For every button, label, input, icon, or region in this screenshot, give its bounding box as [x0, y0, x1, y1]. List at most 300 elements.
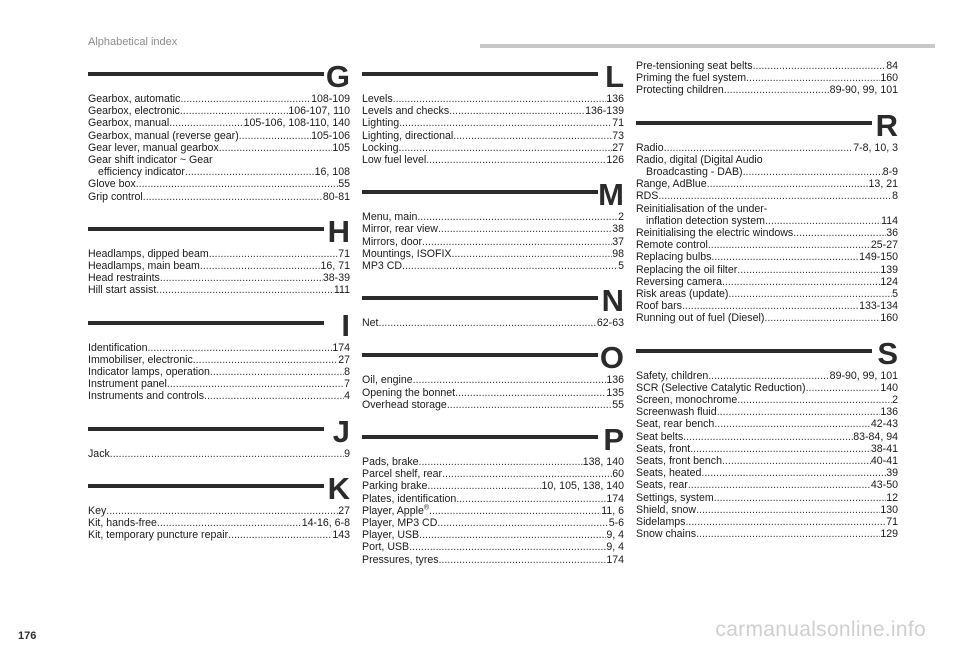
entry-label-text: Sidelamps: [636, 516, 686, 529]
index-section: [88, 60, 350, 203]
entry-pages: 27: [338, 353, 350, 366]
section-letter: K: [327, 470, 350, 506]
entry-pages: 89-90, 99, 101: [829, 369, 898, 382]
entry-label: [362, 456, 419, 468]
entry-label: [362, 541, 409, 553]
index-entry: [88, 448, 350, 460]
index-column-1: [88, 60, 350, 553]
entry-label: [636, 406, 717, 418]
entry-label-text: Key: [88, 504, 107, 517]
entry-label: Broadcasting - DAB): [646, 166, 743, 179]
index-entry: [362, 93, 624, 105]
index-section: [636, 60, 898, 97]
entry-label-text: Headlamps, dipped beam: [88, 247, 209, 260]
entry-pages: 106-107, 110: [288, 105, 350, 118]
entry-label: [636, 72, 746, 84]
entry-label: [636, 394, 737, 406]
section-letter: S: [877, 335, 898, 371]
entry-label-text: Immobiliser, electronic: [88, 353, 193, 366]
entry-label: [362, 236, 422, 248]
dot-leader: [239, 130, 311, 142]
entry-pages: 98: [612, 247, 624, 260]
index-entry: [636, 431, 898, 443]
index-entry: [636, 418, 898, 430]
dot-leader: [427, 480, 541, 492]
section-rule: [362, 296, 598, 300]
dot-leader: [429, 505, 601, 517]
index-entry: [636, 239, 898, 251]
entry-label-text: Running out of fuel (Diesel): [636, 312, 765, 325]
entry-pages: 7-8, 10, 3: [853, 141, 898, 154]
section-letter: J: [332, 413, 350, 449]
entry-label: Gear shift indicator ~ Gear: [88, 154, 213, 167]
entry-label: [362, 493, 456, 505]
entry-pages: 136-139: [585, 105, 624, 118]
section-header: [636, 337, 898, 370]
index-entry-continuation: [88, 166, 350, 178]
section-letter: P: [603, 422, 624, 458]
entry-pages: 62-63: [596, 317, 624, 330]
section-rule: [362, 353, 598, 357]
index-entry: [362, 387, 624, 399]
index-entry: [636, 394, 898, 406]
entry-label-text: Protecting children: [636, 84, 724, 97]
dot-leader: [696, 528, 880, 540]
dot-leader: [714, 492, 886, 504]
index-section: [362, 341, 624, 411]
entry-label-text: Mirrors, door: [362, 235, 423, 248]
index-entry: [636, 516, 898, 528]
entry-label: [362, 387, 455, 399]
entry-label: [88, 105, 180, 117]
entry-label-text: RDS: [636, 190, 659, 203]
dot-leader: [722, 455, 871, 467]
dot-leader: [456, 493, 606, 505]
entry-label: [362, 505, 429, 517]
dot-leader: [169, 117, 243, 129]
entry-label: [88, 378, 167, 390]
dot-leader: [455, 387, 606, 399]
section-rule: [636, 121, 872, 125]
entry-label: [636, 312, 764, 324]
entry-pages: 174: [332, 341, 350, 354]
index-entry: [362, 374, 624, 386]
entry-pages: 9: [344, 447, 350, 460]
entry-pages: 80-81: [322, 190, 350, 203]
section-letter: M: [598, 177, 624, 213]
entry-pages: 8-9: [882, 166, 898, 179]
entry-pages: 105-106: [311, 129, 350, 142]
entry-label: [362, 317, 379, 329]
index-entry: [88, 529, 350, 541]
index-entry: [88, 105, 350, 117]
entry-label: [88, 354, 193, 366]
entry-label-text: Menu, main: [362, 211, 418, 224]
entry-label-text: Pads, brake: [362, 456, 419, 469]
entry-label-text: Shield, snow: [636, 503, 697, 516]
index-entry: [362, 554, 624, 566]
entry-pages: 25-27: [870, 239, 898, 252]
entry-pages: 5: [618, 260, 624, 273]
entry-pages: 114: [881, 214, 898, 227]
entry-label-text: Jack: [88, 447, 110, 460]
index-entry: [362, 456, 624, 468]
dot-leader: [228, 529, 332, 541]
entry-label: [88, 342, 147, 354]
index-column-3: [636, 60, 898, 553]
entry-pages: 108-109: [311, 93, 350, 105]
entry-label: [636, 190, 658, 202]
entry-label: [88, 284, 156, 296]
entry-pages: 126: [606, 154, 624, 167]
index-entry-continuation: [636, 215, 898, 227]
entry-pages: 36: [886, 227, 898, 240]
entry-label-text: Hill start assist: [88, 284, 157, 297]
dot-leader: [708, 370, 829, 382]
dot-leader: [664, 142, 854, 154]
entry-label: [88, 178, 136, 190]
dot-leader: [449, 105, 585, 117]
entry-pages: 55: [612, 398, 624, 411]
index-entry-continuation: [636, 166, 898, 178]
index-entry: [362, 529, 624, 541]
entry-label-text: Pre-tensioning seat belts: [636, 60, 753, 72]
section-header: [362, 60, 624, 93]
dot-leader: [737, 264, 880, 276]
entry-pages: 129: [880, 528, 898, 541]
entry-label-text: Seat belts: [636, 430, 684, 443]
dot-leader: [743, 166, 883, 178]
entry-label: [362, 248, 452, 260]
entry-pages: 83-84, 94: [853, 430, 898, 443]
entry-pages: 12: [886, 491, 898, 504]
index-entry: [88, 284, 350, 296]
entry-pages: 139: [880, 263, 898, 276]
section-header: [362, 284, 624, 317]
entry-label-text: Net: [362, 317, 379, 330]
entry-label-text: Range, AdBlue: [636, 178, 707, 191]
page-header-title: Alphabetical index: [88, 36, 178, 48]
entry-pages: 105: [332, 141, 350, 154]
index-entry: [636, 443, 898, 455]
entry-pages: 138, 140: [582, 456, 624, 469]
section-header: [362, 423, 624, 456]
entry-label: [362, 260, 402, 272]
entry-label: [88, 366, 210, 378]
entry-label-text: Roof bars: [636, 300, 682, 313]
index-entry: [88, 517, 350, 529]
index-entry: [362, 130, 624, 142]
entry-label-text: Remote control: [636, 239, 708, 252]
entry-pages: 43-50: [870, 479, 898, 492]
entry-label-text: Head restraints: [88, 272, 160, 285]
index-entry: [362, 317, 624, 329]
entry-label-text: Levels: [362, 93, 393, 105]
entry-pages: 124: [880, 275, 898, 288]
dot-leader: [701, 467, 886, 479]
entry-pages: 14-16, 6-8: [301, 517, 350, 530]
entry-label: [362, 130, 453, 142]
entry-label-text: MP3 CD: [362, 260, 403, 273]
entry-pages: 73: [612, 129, 624, 142]
entry-label-text: Glove box: [88, 178, 136, 191]
index-entry: [88, 366, 350, 378]
entry-label-text: Low fuel level: [362, 154, 427, 167]
entry-label-text: Kit, hands-free: [88, 517, 157, 530]
entry-label: [636, 443, 690, 455]
entry-label-text: Priming the fuel system: [636, 72, 747, 85]
entry-pages: 130: [880, 503, 898, 516]
entry-label: [636, 264, 737, 276]
watermark: carmanualsonline.info: [715, 618, 926, 641]
entry-label: [88, 529, 228, 541]
index-entry: [88, 154, 350, 166]
dot-leader: [793, 227, 886, 239]
entry-pages: 160: [880, 72, 898, 85]
entry-label: [636, 467, 701, 479]
section-rule: [88, 427, 324, 431]
index-entry: [636, 455, 898, 467]
section-rule: [362, 435, 598, 439]
entry-label-text: Seat, rear bench: [636, 418, 715, 431]
entry-label-text: Oil, engine: [362, 374, 413, 387]
dot-leader: [393, 93, 607, 105]
entry-label-text: Snow chains: [636, 528, 697, 541]
entry-pages: 4: [344, 390, 350, 403]
index-entry: [88, 342, 350, 354]
entry-label: [362, 223, 438, 235]
entry-label: efficiency indicator: [98, 166, 185, 179]
entry-label-text: Instruments and controls: [88, 390, 204, 403]
entry-pages: 140: [880, 381, 898, 394]
entry-label-text: Mountings, ISOFIX: [362, 247, 452, 260]
entry-pages: 38-39: [322, 272, 350, 285]
entry-label: [636, 227, 793, 239]
entry-pages: 105-106, 108-110, 140: [243, 117, 350, 130]
entry-pages: 174: [606, 492, 624, 505]
index-entry: [362, 248, 624, 260]
section-header: [88, 309, 350, 342]
entry-label: [636, 84, 724, 96]
entry-label-text: Indicator lamps, operation: [88, 366, 210, 379]
section-rule: [88, 484, 324, 488]
index-entry: [362, 236, 624, 248]
entry-label: [88, 93, 180, 105]
dot-leader: [764, 312, 880, 324]
section-letter: L: [605, 59, 624, 94]
entry-label: [362, 374, 413, 386]
entry-label-text: Overhead storage: [362, 398, 447, 411]
entry-label-text: Screenwash fluid: [636, 406, 717, 419]
entry-label-text: Seats, front: [636, 442, 691, 455]
page-number: 176: [18, 630, 37, 642]
entry-label: [362, 517, 437, 529]
section-letter: O: [599, 340, 624, 376]
dot-leader: [439, 554, 607, 566]
entry-label-text: Settings, system: [636, 491, 714, 504]
section-header: [88, 415, 350, 448]
entry-label-text: Lighting: [362, 117, 400, 130]
dot-leader: [683, 431, 853, 443]
dot-leader: [219, 142, 333, 154]
dot-leader: [724, 84, 830, 96]
entry-label: [636, 142, 664, 154]
index-section: [362, 60, 624, 166]
entry-label: [88, 390, 204, 402]
section-letter: H: [327, 213, 350, 249]
entry-label: [636, 492, 714, 504]
entry-label: [88, 142, 219, 154]
entry-pages: 11, 6: [601, 504, 624, 517]
entry-label-text: Port, USB: [362, 541, 410, 554]
entry-pages: 37: [612, 235, 624, 248]
dot-leader: [442, 468, 612, 480]
dot-leader: [690, 443, 871, 455]
index-entry: [88, 191, 350, 203]
entry-label: [88, 117, 169, 129]
entry-label-text: Locking: [362, 141, 399, 154]
section-rule: [636, 349, 872, 353]
entry-pages: 38: [612, 223, 624, 236]
entry-label: [362, 480, 427, 492]
entry-label: [636, 178, 707, 190]
dot-leader: [193, 354, 338, 366]
entry-pages: 149-150: [859, 251, 898, 264]
dot-leader: [682, 300, 859, 312]
dot-leader: [426, 154, 606, 166]
index-entry: [362, 211, 624, 223]
dot-leader: [685, 516, 886, 528]
entry-pages: 174: [606, 553, 624, 566]
dot-leader: [722, 276, 880, 288]
entry-label-text: Seats, heated: [636, 467, 702, 480]
dot-leader: [737, 394, 892, 406]
index-entry: [636, 84, 898, 96]
entry-label-text: Replacing bulbs: [636, 251, 712, 264]
entry-label: [636, 455, 722, 467]
dot-leader: [143, 191, 323, 203]
entry-label-text: Replacing the oil filter: [636, 263, 738, 276]
index-entry: [362, 117, 624, 129]
entry-label: [636, 516, 685, 528]
entry-pages: 55: [338, 178, 350, 191]
entry-label-text: Opening the bonnet: [362, 386, 456, 399]
entry-label: [362, 211, 417, 223]
entry-label: [636, 528, 696, 540]
entry-pages: 8: [344, 366, 350, 379]
index-entry: [362, 223, 624, 235]
section-rule: [88, 227, 324, 231]
entry-label-text: Kit, temporary puncture repair: [88, 529, 229, 542]
entry-label-text: Plates, identification: [362, 492, 457, 505]
entry-label-text: Headlamps, main beam: [88, 260, 200, 273]
dot-leader: [167, 378, 344, 390]
dot-leader: [452, 248, 613, 260]
index-entry: [362, 493, 624, 505]
entry-pages: 133-134: [859, 300, 898, 313]
index-entry: [636, 467, 898, 479]
index-entry: [636, 154, 898, 166]
dot-leader: [708, 239, 871, 251]
index-entry: [362, 399, 624, 411]
dot-leader: [157, 517, 302, 529]
entry-label: [636, 60, 753, 72]
entry-label: [636, 288, 728, 300]
section-letter: I: [341, 307, 350, 343]
dot-leader: [728, 288, 892, 300]
entry-label-text: Parcel shelf, rear: [362, 468, 443, 481]
dot-leader: [417, 211, 618, 223]
index-entry: [636, 251, 898, 263]
entry-label: [362, 468, 442, 480]
entry-label-text: Gear lever, manual gearbox: [88, 141, 219, 154]
entry-label-text: Pressures, tyres: [362, 553, 439, 566]
section-header: [636, 109, 898, 142]
entry-label-text: Screen, monochrome: [636, 394, 738, 407]
entry-label: [636, 418, 714, 430]
entry-label: [88, 248, 209, 260]
section-letter: N: [601, 283, 624, 319]
entry-pages: 9, 4: [606, 541, 624, 554]
entry-label-text: Reversing camera: [636, 275, 722, 288]
entry-label-text: Player, Apple: [362, 504, 424, 517]
index-entry: [88, 354, 350, 366]
entry-label: [88, 517, 157, 529]
index-entry: [636, 370, 898, 382]
entry-pages: 143: [332, 529, 350, 542]
index-column-2: [362, 60, 624, 578]
entry-pages: 5: [892, 288, 898, 301]
dot-leader: [688, 479, 871, 491]
entry-label-text: Radio: [636, 141, 664, 154]
index-entry: [636, 312, 898, 324]
entry-label-text: Parking brake: [362, 480, 428, 493]
section-rule: [88, 321, 324, 325]
entry-label: [362, 142, 399, 154]
entry-pages: 38-41: [870, 442, 898, 455]
index-entry: [88, 248, 350, 260]
index-entry: [88, 178, 350, 190]
index-entry: [88, 390, 350, 402]
entry-label-text: Safety, children: [636, 369, 709, 382]
entry-label-text: Levels and checks: [362, 105, 450, 118]
section-header: [362, 178, 624, 211]
entry-pages: 136: [606, 93, 624, 105]
entry-pages: 40-41: [870, 455, 898, 468]
dot-leader: [711, 251, 859, 263]
entry-label-text: Gearbox, manual: [88, 117, 170, 130]
dot-leader: [185, 166, 315, 178]
entry-pages: 5-6: [608, 517, 624, 530]
dot-leader: [210, 366, 344, 378]
dot-leader: [156, 284, 334, 296]
entry-label: [88, 272, 160, 284]
dot-leader: [180, 105, 288, 117]
dot-leader: [204, 390, 344, 402]
dot-leader: [413, 374, 607, 386]
entry-label: [88, 505, 106, 517]
entry-label: [636, 370, 708, 382]
entry-label: [362, 117, 399, 129]
entry-pages: 89-90, 99, 101: [829, 84, 898, 97]
index-entry: [88, 272, 350, 284]
entry-label-text: Mirror, rear view: [362, 223, 438, 236]
index-entry: [88, 505, 350, 517]
index-entry: [636, 492, 898, 504]
index-section: [362, 284, 624, 329]
entry-label: [636, 479, 688, 491]
index-section: [362, 423, 624, 566]
